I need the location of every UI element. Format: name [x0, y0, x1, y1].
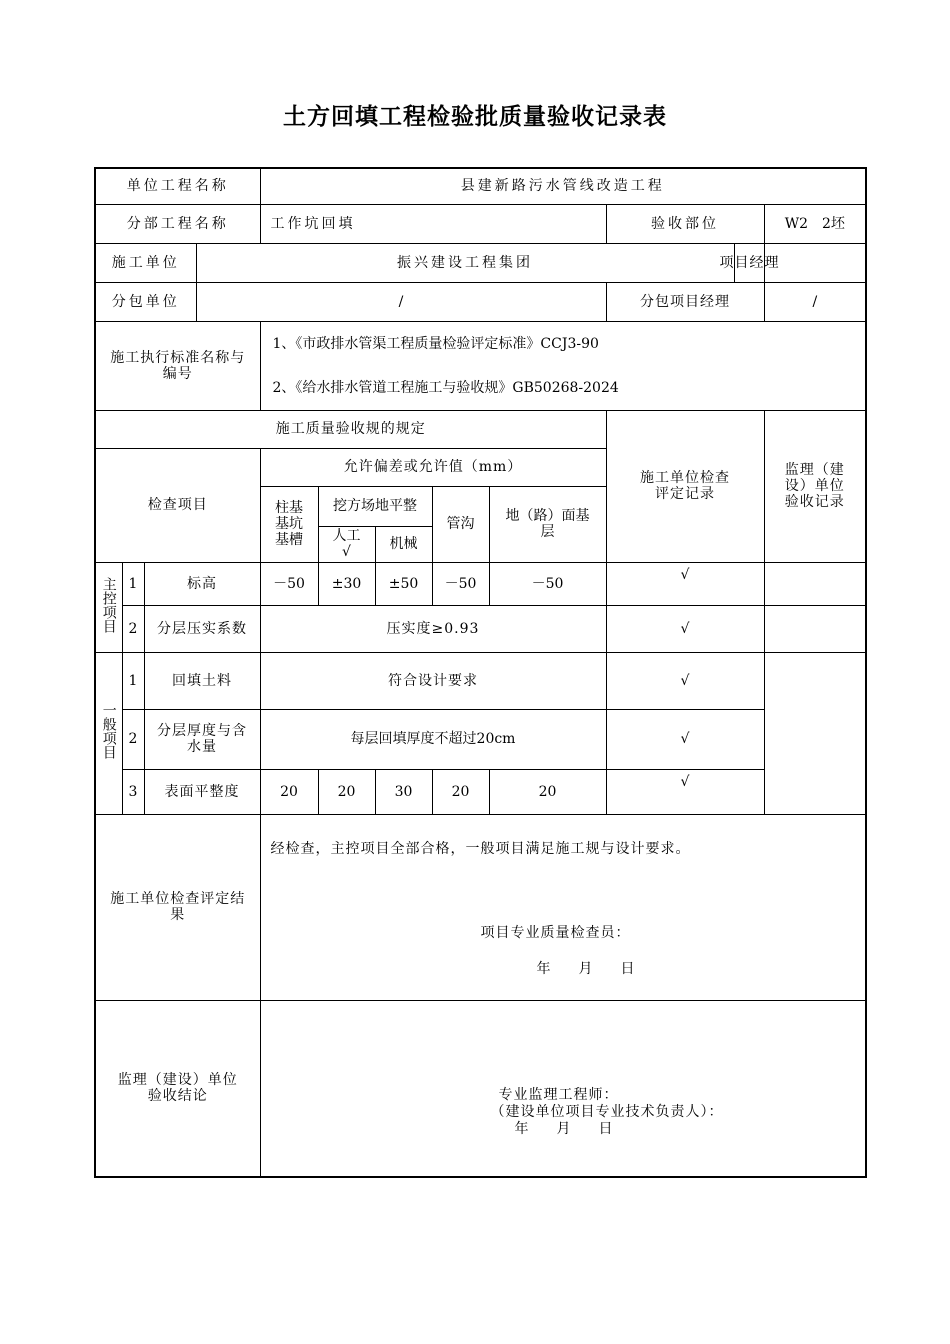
check-item-label: 检查项目	[95, 448, 260, 562]
main-item-supervisor	[764, 562, 866, 605]
col-road: 地（路）面基层	[489, 486, 606, 562]
contractor-result-date: 年 月 日	[536, 960, 635, 977]
owner-technical-lead-label: （建设单位项目专业技术负责人）：	[490, 1103, 724, 1120]
standard-1: 1、《市政排水管渠工程质量检验评定标准》CCJ3-90	[272, 335, 599, 352]
col-trench: 管沟	[432, 486, 489, 562]
subcontractor-value: /	[196, 282, 606, 321]
main-item-v2: ±30	[318, 562, 375, 605]
general-item-name: 回填土料	[144, 652, 260, 709]
col-manual: 人工√	[318, 526, 375, 562]
supervising-engineer-label: 专业监理工程师：	[498, 1086, 619, 1103]
standard-list	[260, 321, 866, 410]
rules-label: 施工质量验收规的规定	[95, 410, 606, 448]
main-item-v4: －50	[432, 562, 489, 605]
tolerance-label: 允许偏差或允许值（mm）	[260, 448, 606, 486]
main-item-supervisor	[764, 605, 866, 652]
general-items-group: 一般项目	[95, 652, 122, 814]
col-machine: 机械	[375, 526, 432, 562]
sub-project-label: 分部工程名称	[95, 204, 260, 243]
main-item-value: 压实度≥0.93	[260, 605, 606, 652]
main-item-check: √	[606, 605, 764, 652]
supervisor-record-label: 监理（建设）单位验收记录	[764, 410, 866, 562]
inspection-record-table	[94, 167, 867, 1178]
sub-project-manager-label: 分包项目经理	[606, 282, 764, 321]
general-item-no: 2	[122, 709, 144, 769]
main-item-v1: －50	[260, 562, 318, 605]
contractor-label: 施工单位	[95, 243, 196, 282]
general-item-check: √	[606, 709, 764, 769]
sub-project-value: 工作坑回填	[260, 204, 606, 243]
subcontractor-label: 分包单位	[95, 282, 196, 321]
contractor-result-label: 施工单位检查评定结果	[95, 814, 260, 1000]
general-item-v3: 30	[375, 769, 432, 814]
project-name-value: 县建新路污水管线改造工程	[260, 168, 866, 204]
supervisor-result-content	[260, 1000, 866, 1177]
inspection-position-label: 验收部位	[606, 204, 764, 243]
col-site: 挖方场地平整	[318, 486, 432, 526]
general-item-v5: 20	[489, 769, 606, 814]
main-item-v5: －50	[489, 562, 606, 605]
general-item-name: 表面平整度	[144, 769, 260, 814]
supervisor-result-label: 监理（建设）单位验收结论	[95, 1000, 260, 1177]
main-item-v3: ±50	[375, 562, 432, 605]
general-item-no: 1	[122, 652, 144, 709]
main-item-name: 分层压实系数	[144, 605, 260, 652]
main-item-no: 1	[122, 562, 144, 605]
contractor-result-content	[260, 814, 866, 1000]
contractor-record-label: 施工单位检查评定记录	[606, 410, 764, 562]
general-item-no: 3	[122, 769, 144, 814]
main-item-no: 2	[122, 605, 144, 652]
supervisor-result-date: 年 月 日	[514, 1120, 613, 1137]
quality-inspector-label: 项目专业质量检查员：	[480, 924, 631, 941]
sub-project-manager-value: /	[764, 282, 866, 321]
main-items-group: 主控项目	[95, 562, 122, 652]
col-pit: 柱基基坑基槽	[260, 486, 318, 562]
project-name-label: 单位工程名称	[95, 168, 260, 204]
general-item-name: 分层厚度与含水量	[144, 709, 260, 769]
page-title: 土方回填工程检验批质量验收记录表	[283, 104, 667, 130]
general-item-v4: 20	[432, 769, 489, 814]
general-item-value: 符合设计要求	[260, 652, 606, 709]
main-item-name: 标高	[144, 562, 260, 605]
general-item-v1: 20	[260, 769, 318, 814]
contractor-result-text: 经检查，主控项目全部合格，一般项目满足施工规与设计要求。	[270, 840, 691, 857]
inspection-position-value: W2 2坯	[764, 204, 866, 243]
standard-2: 2、《给水排水管道工程施工与验收规》GB50268-2024	[272, 379, 619, 396]
standard-label: 施工执行标准名称与编号	[95, 321, 260, 410]
general-item-v2: 20	[318, 769, 375, 814]
general-item-check: √	[606, 769, 764, 814]
general-item-value: 每层回填厚度不超过20cm	[260, 709, 606, 769]
general-item-supervisor	[764, 652, 866, 814]
project-manager-label: 项目经理	[734, 243, 764, 282]
contractor-value: 振兴建设工程集团	[196, 243, 734, 282]
general-item-check: √	[606, 652, 764, 709]
main-item-check: √	[606, 562, 764, 605]
